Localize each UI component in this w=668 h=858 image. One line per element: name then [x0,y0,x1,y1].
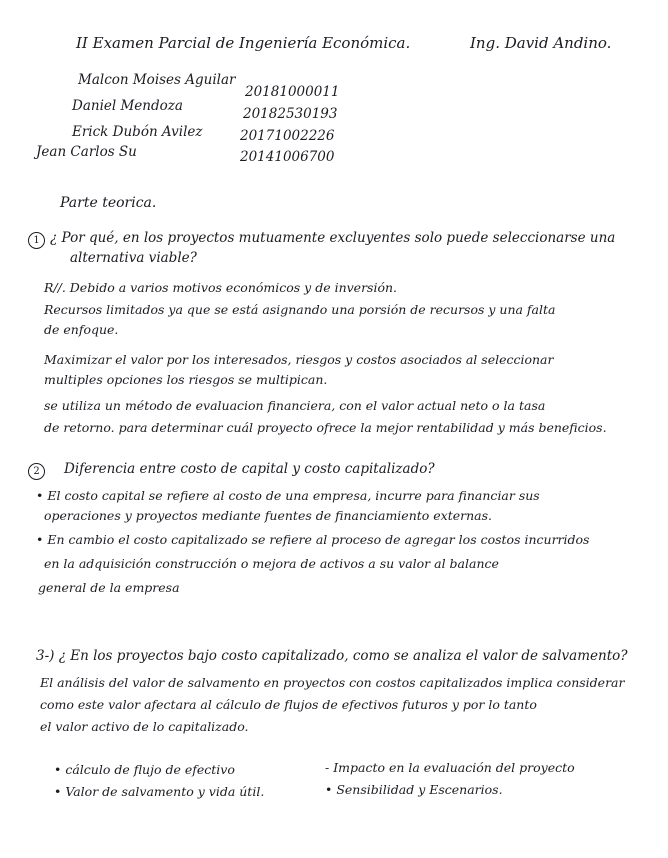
student-name: Daniel Mendoza [72,98,183,114]
bullet-item: • cálculo de flujo de efectivo [54,762,235,777]
answer-line: en la adquisición construcción o mejora de activos a su valor al balance [44,556,499,571]
answer-line: operaciones y proyectos mediante fuentes de financiamiento externas. [44,508,492,523]
section-title: Parte teorica. [60,195,157,211]
student-name: Jean Carlos Su [36,144,137,160]
answer-line: • En cambio el costo capitalizado se refiere al proceso de agregar los costos incurridos [36,532,590,547]
answer-line: multiples opciones los riesgos se multipican. [44,372,328,387]
question-text: 3-) ¿ En los proyectos bajo costo capitalizado, como se analiza el valor de salvamento? [36,648,628,664]
answer-line: El análisis del valor de salvamento en proyectos con costos capitalizados implica considerar [40,675,625,690]
bullet-item: • Valor de salvamento y vida útil. [54,784,265,799]
answer-line: Maximizar el valor por los interesados, riesgos y costos asociados al seleccionar [44,352,554,367]
answer-line: • El costo capital se refiere al costo de una empresa, incurre para financiar sus [36,488,540,503]
student-id: 20182530193 [243,106,338,122]
bullet-item: • Sensibilidad y Escenarios. [325,782,503,797]
answer-line: como este valor afectara al cálculo de flujos de efectivos futuros y por lo tanto [40,697,537,712]
answer-line: el valor activo de lo capitalizado. [40,719,249,734]
student-name: Malcon Moises Aguilar [78,72,236,88]
answer-line: general de la empresa [38,580,180,595]
answer-line: se utiliza un método de evaluacion financiera, con el valor actual neto o la tasa [44,398,546,413]
question-text: Diferencia entre costo de capital y costo capitalizado? [64,461,435,477]
student-id: 20171002226 [240,128,335,144]
exam-title: II Examen Parcial de Ingeniería Económica. [76,34,411,52]
question-number-badge: 1 [28,232,45,249]
student-id: 20141006700 [240,149,335,165]
question-text: alternativa viable? [70,250,197,266]
question-number-badge: 2 [28,463,45,480]
answer-line: de enfoque. [44,322,119,337]
student-id: 20181000011 [245,84,340,100]
answer-line: R//. Debido a varios motivos económicos y de inversión. [44,280,398,295]
answer-line: Recursos limitados ya que se está asignando una porsión de recursos y una falta [44,302,556,317]
answer-line: de retorno. para determinar cuál proyecto ofrece la mejor rentabilidad y más beneficios. [44,420,607,435]
student-name: Erick Dubón Avilez [72,124,203,140]
instructor-name: Ing. David Andino. [470,34,612,52]
bullet-item: - Impacto en la evaluación del proyecto [325,760,575,775]
question-text: ¿ Por qué, en los proyectos mutuamente excluyentes solo puede seleccionarse una [50,230,616,246]
